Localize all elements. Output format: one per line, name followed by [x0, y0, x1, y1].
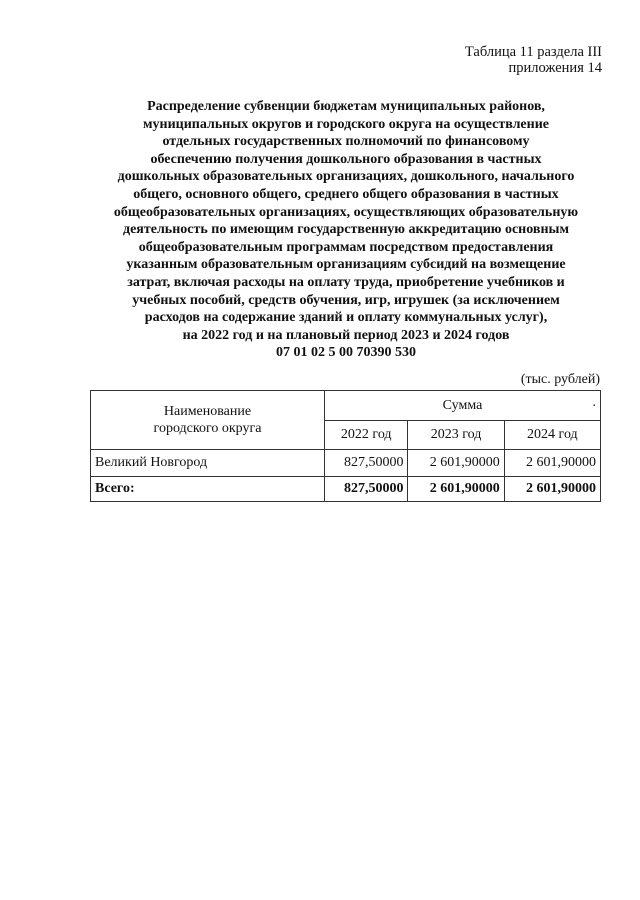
title-line: муниципальных округов и городского округа на осуществление [143, 116, 549, 132]
title-line: общеобразовательных организациях, осуществляющих образовательную [113, 204, 579, 220]
header-sum-mark: . [592, 395, 596, 410]
title-line: на 2022 год и на плановый период 2023 и 2024 годов [182, 327, 510, 343]
title-line: Распределение субвенции бюджетам муниципальных районов, [147, 99, 545, 114]
header-year-2024: 2024 год [504, 421, 600, 450]
total-label: Всего: [91, 477, 325, 502]
table-total-row [91, 477, 601, 502]
document-reference [465, 44, 602, 76]
distribution-table [90, 390, 601, 502]
table-row [91, 450, 601, 477]
title-line: учебных пособий, средств обучения, игр, игрушек (за исключением [132, 292, 560, 308]
header-year-2022: 2022 год [325, 421, 408, 450]
header-district-name [91, 391, 325, 450]
title-line: отдельных государственных полномочий по финансовому [162, 134, 530, 150]
row-value-2024: 2 601,90000 [504, 450, 600, 477]
title-line: обеспечению получения дошкольного образования в частных [150, 151, 542, 167]
title-line: общего, основного общего, среднего общего образования в частных [133, 186, 559, 202]
header-district-name-line2: городского округа [153, 421, 262, 436]
row-value-2022: 827,50000 [325, 450, 408, 477]
header-district-name-line1: Наименование [163, 404, 252, 419]
header-sum-label: Сумма [442, 397, 483, 413]
title-line: деятельность по имеющим государственную аккредитацию основным [122, 222, 569, 238]
title-line: указанным образовательным организациям субсидий на возмещение [126, 257, 566, 273]
budget-classification-code: 07 01 02 5 00 70390 530 [276, 345, 416, 361]
document-title [70, 98, 622, 362]
header-year-2023: 2023 год [408, 421, 504, 450]
title-line: дошкольных образовательных организациях, дошкольного, начального [117, 169, 575, 185]
header-sum [325, 391, 601, 421]
total-value-2024: 2 601,90000 [504, 477, 600, 502]
title-line: расходов на содержание зданий и оплату коммунальных услуг), [144, 310, 548, 326]
title-line: общеобразовательным программам посредством предоставления [138, 239, 554, 255]
reference-line-table: Таблица 11 раздела III [464, 44, 602, 60]
total-value-2022: 827,50000 [325, 477, 408, 502]
table-header-row [91, 391, 601, 421]
row-district-name: Великий Новгород [91, 450, 325, 477]
units-label: (тыс. рублей) [520, 372, 600, 387]
row-value-2023: 2 601,90000 [408, 450, 504, 477]
total-value-2023: 2 601,90000 [408, 477, 504, 502]
title-line: затрат, включая расходы на оплату труда, приобретение учебников и [127, 274, 565, 290]
reference-line-appendix: приложения 14 [508, 60, 602, 76]
